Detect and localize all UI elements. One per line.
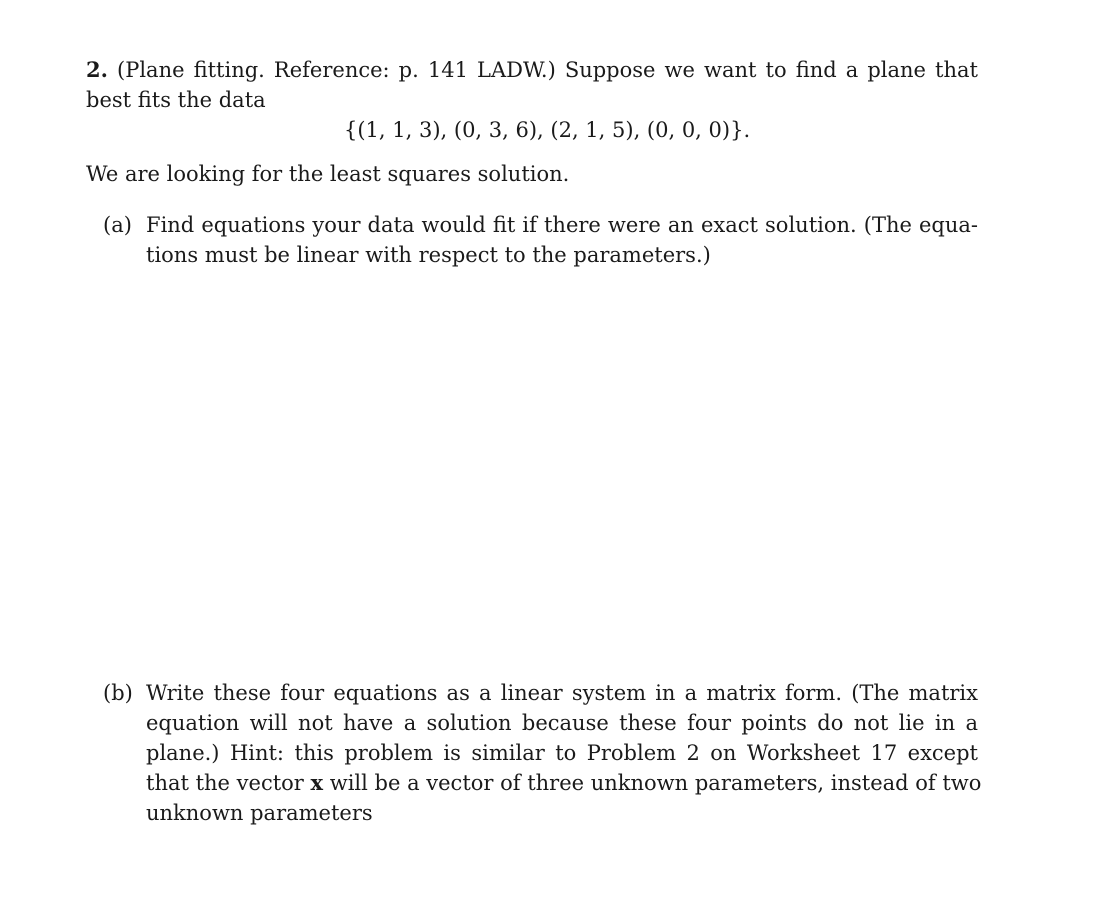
data-set-equation: {(1, 1, 3), (0, 3, 6), (2, 1, 5), (0, 0, 0)}. bbox=[344, 118, 751, 142]
part-b-label: (b) bbox=[103, 681, 133, 705]
vector-x-symbol: x bbox=[310, 770, 324, 795]
part-b-line-4 bbox=[146, 768, 982, 798]
problem-number: 2. bbox=[86, 57, 108, 82]
problem-intro-line-2: best fits the data bbox=[86, 88, 266, 112]
part-b-line-2: equation will not have a solution because these four points do not lie in a bbox=[146, 711, 978, 735]
problem-intro-text-1: (Plane fitting. Reference: p. 141 LADW.) Suppose we want to find a plane that bbox=[117, 58, 978, 82]
part-b-line-4-post: will be a vector of three unknown parameters, instead of two bbox=[323, 771, 982, 795]
part-b-line-3: plane.) Hint: this problem is similar to Problem 2 on Worksheet 17 except bbox=[146, 741, 978, 765]
problem-statement: We are looking for the least squares solution. bbox=[86, 162, 570, 186]
part-b-line-5: unknown parameters bbox=[146, 801, 373, 825]
problem-intro-line-1 bbox=[86, 55, 978, 85]
part-b-line-4-pre: that the vector bbox=[146, 771, 311, 795]
answer-space bbox=[86, 275, 978, 670]
part-b-line-1: Write these four equations as a linear system in a matrix form. (The matrix bbox=[146, 681, 978, 705]
part-a-line-2: tions must be linear with respect to the parameters.) bbox=[146, 243, 711, 267]
part-a-line-1: Find equations your data would fit if there were an exact solution. (The equa- bbox=[146, 213, 978, 237]
part-a-label: (a) bbox=[103, 213, 132, 237]
